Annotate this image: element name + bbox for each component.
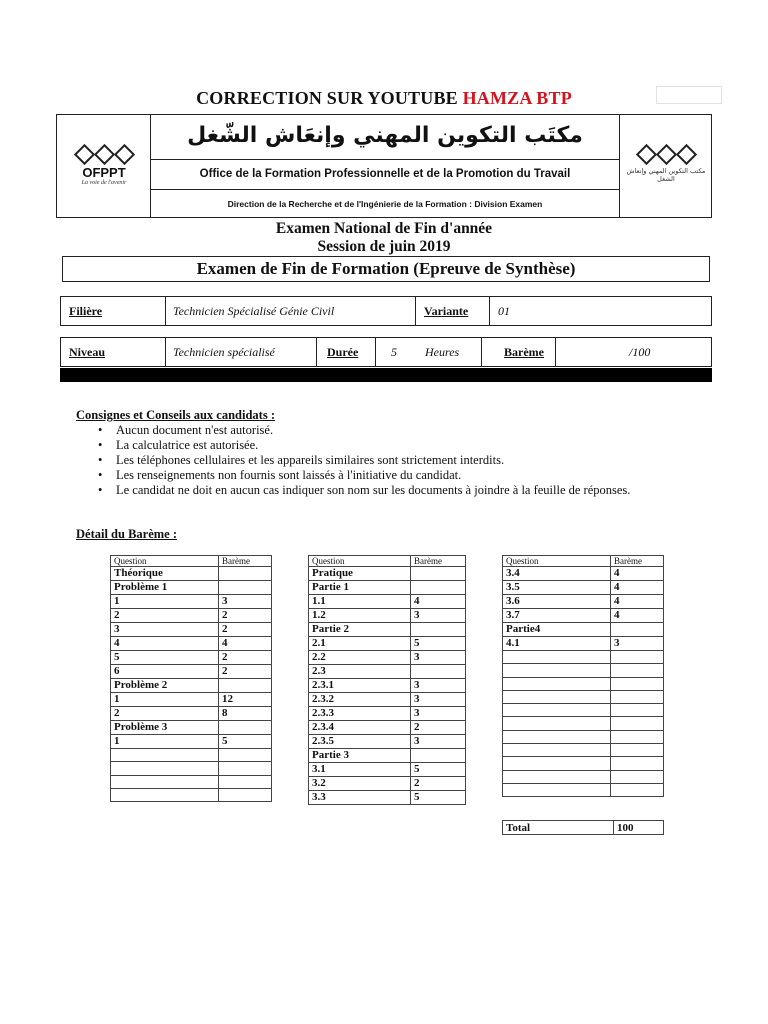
question-cell: 2.3.5	[309, 735, 411, 749]
bareme-cell	[411, 749, 466, 763]
bareme-cell	[611, 770, 664, 783]
bareme-cell	[219, 581, 272, 595]
question-cell: 3.4	[503, 567, 611, 581]
bareme-cell	[611, 623, 664, 637]
bareme-cell	[219, 749, 272, 762]
question-cell	[503, 664, 611, 677]
table-row	[309, 693, 466, 707]
question-cell	[503, 757, 611, 770]
table-row	[111, 693, 272, 707]
bareme-cell: 2	[411, 721, 466, 735]
table-header-row	[111, 556, 272, 567]
banner-highlight: HAMZA BTP	[462, 88, 572, 108]
question-cell: Théorique	[111, 567, 219, 581]
bareme-cell	[611, 757, 664, 770]
direction-name: Direction de la Recherche et de l'Ingénierie de la Formation : Division Examen	[227, 199, 543, 209]
bareme-cell	[219, 762, 272, 775]
bareme-cell	[411, 567, 466, 581]
question-cell: 6	[111, 665, 219, 679]
bareme-cell: 4	[611, 581, 664, 595]
bareme-cell: 3	[219, 595, 272, 609]
bareme-cell: 2	[219, 609, 272, 623]
header-question: Question	[503, 556, 611, 567]
bareme-cell	[219, 721, 272, 735]
question-cell: 3.3	[309, 791, 411, 805]
question-cell: 5	[111, 651, 219, 665]
table-row	[111, 637, 272, 651]
exam-national-heading: Examen National de Fin d'année	[275, 220, 493, 237]
question-cell: Partie 2	[309, 623, 411, 637]
question-cell: 2.3	[309, 665, 411, 679]
bareme-cell	[611, 783, 664, 796]
table-row	[503, 744, 664, 757]
question-cell: 4	[111, 637, 219, 651]
table-row	[503, 664, 664, 677]
table-row	[309, 609, 466, 623]
table-row	[309, 679, 466, 693]
table-row	[309, 567, 466, 581]
table-row	[111, 651, 272, 665]
logo-arabic-tagline: مكتب التكوين المهني وإنعاش الشغل	[626, 167, 706, 183]
question-cell	[503, 677, 611, 690]
header-question: Question	[309, 556, 411, 567]
session-heading: Session de juin 2019	[317, 238, 451, 255]
duree-value: 5	[391, 345, 397, 359]
question-cell: 3	[111, 623, 219, 637]
table-row	[503, 609, 664, 623]
question-cell: 2	[111, 707, 219, 721]
consigne-item: • Les renseignements non fournis sont laissés à l'initiative du candidat.	[98, 468, 708, 483]
bareme-cell: 3	[411, 735, 466, 749]
consigne-item: • Le candidat ne doit en aucun cas indiquer son nom sur les documents à joindre à la feuille de réponses.	[98, 483, 708, 498]
ofppt-logo-right	[623, 145, 709, 183]
table-row	[503, 730, 664, 743]
table-row	[309, 749, 466, 763]
consigne-item: • La calculatrice est autorisée.	[98, 438, 708, 453]
bareme-cell: 4	[411, 595, 466, 609]
total-table	[502, 820, 664, 835]
total-label: Total	[503, 821, 614, 835]
bareme-cell	[219, 788, 272, 801]
table-row	[503, 651, 664, 664]
bareme-cell: 8	[219, 707, 272, 721]
table-row	[111, 788, 272, 801]
table-row	[111, 567, 272, 581]
bareme-cell	[219, 775, 272, 788]
table-row	[309, 707, 466, 721]
bareme-cell: 3	[411, 651, 466, 665]
table-row	[111, 775, 272, 788]
question-cell: 2.3.3	[309, 707, 411, 721]
bareme-cell: 5	[411, 763, 466, 777]
question-cell	[503, 704, 611, 717]
table-row	[111, 595, 272, 609]
header-bareme: Barème	[411, 556, 466, 567]
black-separator-bar	[60, 368, 712, 382]
table-row	[309, 595, 466, 609]
bareme-cell	[219, 567, 272, 581]
consignes-list	[98, 423, 708, 498]
question-cell: Pratique	[309, 567, 411, 581]
info-row-filiere	[60, 296, 712, 326]
bareme-cell	[611, 744, 664, 757]
table-row	[111, 623, 272, 637]
bareme-table-3	[502, 555, 664, 797]
question-cell: 4.1	[503, 637, 611, 651]
question-cell: 3.7	[503, 609, 611, 623]
consignes-title: Consignes et Conseils aux candidats :	[76, 408, 275, 422]
table-row	[503, 757, 664, 770]
table-row	[503, 623, 664, 637]
bareme-table-1	[110, 555, 272, 802]
bareme-cell: 2	[219, 623, 272, 637]
bareme-cell	[611, 651, 664, 664]
question-cell: 1	[111, 595, 219, 609]
question-cell: Partie 3	[309, 749, 411, 763]
question-cell: 2	[111, 609, 219, 623]
bareme-cell: 3	[611, 637, 664, 651]
question-cell: 3.5	[503, 581, 611, 595]
table-row	[309, 791, 466, 805]
bareme-cell	[611, 690, 664, 703]
header-question: Question	[111, 556, 219, 567]
table-row	[503, 717, 664, 730]
ofppt-emblem-icon	[61, 145, 147, 164]
question-cell: Partie4	[503, 623, 611, 637]
table-row	[309, 735, 466, 749]
table-row	[309, 623, 466, 637]
faint-box	[656, 86, 722, 104]
question-cell	[503, 651, 611, 664]
table-row	[503, 637, 664, 651]
table-row	[111, 735, 272, 749]
bareme-cell	[219, 679, 272, 693]
table-row	[503, 581, 664, 595]
table-row	[111, 707, 272, 721]
bareme-cell	[411, 581, 466, 595]
arabic-title: مكتَب التكوين المهني وإنعَاش الشّغل	[187, 123, 583, 148]
duree-unit: Heures	[425, 345, 460, 359]
bareme-cell: 12	[219, 693, 272, 707]
question-cell	[503, 690, 611, 703]
question-cell: 3.6	[503, 595, 611, 609]
question-cell: 1.1	[309, 595, 411, 609]
question-cell: 2.2	[309, 651, 411, 665]
banner-prefix: CORRECTION SUR YOUTUBE	[196, 88, 458, 108]
header-bareme: Barème	[219, 556, 272, 567]
table-row	[503, 567, 664, 581]
bareme-cell: 3	[411, 693, 466, 707]
consigne-item: • Aucun document n'est autorisé.	[98, 423, 708, 438]
bareme-cell	[611, 704, 664, 717]
question-cell: 2.3.4	[309, 721, 411, 735]
table-row	[309, 665, 466, 679]
table-row	[309, 777, 466, 791]
question-cell	[503, 783, 611, 796]
table-row	[309, 637, 466, 651]
table-row	[503, 677, 664, 690]
question-cell	[503, 717, 611, 730]
table-row	[111, 665, 272, 679]
table-row	[503, 783, 664, 796]
table-row	[503, 770, 664, 783]
variante-value: 01	[498, 304, 510, 318]
institution-header	[56, 114, 712, 218]
bareme-cell: 4	[611, 567, 664, 581]
bareme-cell: 4	[611, 595, 664, 609]
question-cell: Problème 1	[111, 581, 219, 595]
question-cell: 2.3.2	[309, 693, 411, 707]
bareme-cell: 2	[219, 651, 272, 665]
bareme-title: Détail du Barème :	[76, 527, 178, 541]
question-cell	[111, 749, 219, 762]
question-cell	[111, 775, 219, 788]
question-cell: 1	[111, 735, 219, 749]
ofppt-logo-left	[61, 145, 147, 186]
variante-label: Variante	[424, 304, 469, 318]
duree-label: Durée	[327, 345, 359, 359]
bareme-cell: 5	[219, 735, 272, 749]
table-row	[503, 704, 664, 717]
bareme-cell: 4	[219, 637, 272, 651]
question-cell	[503, 730, 611, 743]
bareme-cell: 2	[411, 777, 466, 791]
niveau-label: Niveau	[69, 345, 105, 359]
bareme-table-2	[308, 555, 466, 805]
consigne-item: • Les téléphones cellulaires et les appareils similaires sont strictement interdits.	[98, 453, 708, 468]
niveau-value: Technicien spécialisé	[173, 345, 275, 359]
bareme-cell: 5	[411, 637, 466, 651]
table-row	[309, 763, 466, 777]
logo-name: OFPPT	[82, 165, 126, 180]
bareme-cell: 5	[411, 791, 466, 805]
office-name: Office de la Formation Professionnelle et de la Promotion du Travail	[199, 168, 571, 180]
question-cell	[503, 744, 611, 757]
table-row	[111, 581, 272, 595]
exam-title: Examen de Fin de Formation (Epreuve de Synthèse)	[62, 256, 710, 282]
bareme-cell	[611, 677, 664, 690]
question-cell: 1.2	[309, 609, 411, 623]
correction-banner	[0, 88, 768, 109]
bareme-cell: 3	[411, 679, 466, 693]
bareme-cell	[611, 730, 664, 743]
question-cell	[111, 788, 219, 801]
total-value: 100	[614, 821, 664, 835]
table-header-row	[503, 556, 664, 567]
table-header-row	[309, 556, 466, 567]
filiere-label: Filière	[69, 304, 103, 318]
info-row-niveau	[60, 337, 712, 367]
question-cell: Partie 1	[309, 581, 411, 595]
ofppt-emblem-icon	[623, 145, 709, 164]
question-cell: 2.3.1	[309, 679, 411, 693]
question-cell: 3.1	[309, 763, 411, 777]
filiere-value: Technicien Spécialisé Génie Civil	[173, 304, 335, 318]
bareme-cell	[411, 665, 466, 679]
table-row	[503, 690, 664, 703]
bareme-value: /100	[629, 345, 651, 359]
table-row	[309, 651, 466, 665]
table-row	[111, 609, 272, 623]
question-cell: 3.2	[309, 777, 411, 791]
bareme-cell: 3	[411, 609, 466, 623]
question-cell: 1	[111, 693, 219, 707]
question-cell: Problème 3	[111, 721, 219, 735]
table-row	[309, 721, 466, 735]
bareme-cell: 3	[411, 707, 466, 721]
bareme-cell	[611, 664, 664, 677]
bareme-cell: 4	[611, 609, 664, 623]
table-row	[111, 679, 272, 693]
table-row	[503, 595, 664, 609]
question-cell	[503, 770, 611, 783]
logo-tagline: La voie de l'avenir	[81, 180, 127, 186]
table-row	[111, 721, 272, 735]
table-row	[111, 762, 272, 775]
header-bareme: Barème	[611, 556, 664, 567]
bareme-cell: 2	[219, 665, 272, 679]
question-cell: Problème 2	[111, 679, 219, 693]
question-cell: 2.1	[309, 637, 411, 651]
table-row	[111, 749, 272, 762]
bareme-cell	[411, 623, 466, 637]
bareme-label: Barème	[504, 345, 544, 359]
table-row	[309, 581, 466, 595]
question-cell	[111, 762, 219, 775]
bareme-cell	[611, 717, 664, 730]
